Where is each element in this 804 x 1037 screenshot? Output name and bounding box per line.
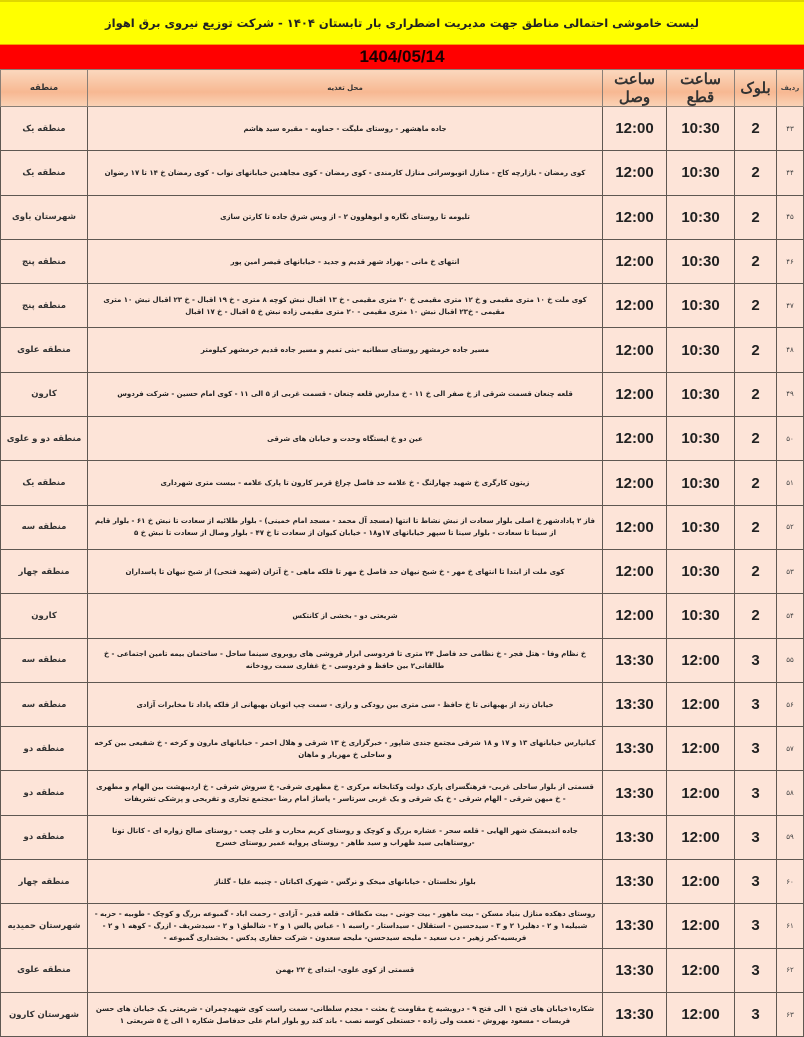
row-index: ۴۹ (777, 372, 804, 416)
header-connect-time: ساعت وصل (603, 70, 667, 107)
row-connect-time: 12:00 (603, 239, 667, 283)
row-cut-time: 10:30 (667, 549, 735, 593)
row-connect-time: 12:00 (603, 417, 667, 461)
row-connect-time: 13:30 (603, 904, 667, 948)
row-index: ۶۳ (777, 992, 804, 1036)
row-cut-time: 10:30 (667, 195, 735, 239)
row-index: ۶۲ (777, 948, 804, 992)
table-row (1, 107, 804, 151)
row-connect-time: 12:00 (603, 107, 667, 151)
table-row (1, 239, 804, 283)
row-block: 2 (735, 505, 777, 549)
row-location: بلوار نخلستان - خیابانهای میخک و نرگس - شهرک اکباتان - چنیبه علیا - گلناز (88, 860, 603, 904)
header-location: محل تغذیه (88, 70, 603, 107)
row-block: 2 (735, 594, 777, 638)
row-connect-time: 13:30 (603, 771, 667, 815)
row-region: منطقه دو (1, 771, 88, 815)
row-block: 3 (735, 992, 777, 1036)
row-cut-time: 12:00 (667, 638, 735, 682)
row-index: ۵۱ (777, 461, 804, 505)
row-location: عین دو خ ایستگاه وحدت و خیابان های شرقی (88, 417, 603, 461)
table-row (1, 771, 804, 815)
table-row (1, 860, 804, 904)
row-cut-time: 12:00 (667, 904, 735, 948)
row-index: ۵۳ (777, 549, 804, 593)
row-block: 2 (735, 461, 777, 505)
row-connect-time: 13:30 (603, 638, 667, 682)
title-text: لیست خاموشی احتمالی مناطق جهت مدیریت اضطراری بار تابستان ۱۴۰۴ - شرکت توزیع نیروی برق اهواز (105, 16, 699, 30)
table-row (1, 505, 804, 549)
row-cut-time: 10:30 (667, 594, 735, 638)
row-region: منطقه سه (1, 505, 88, 549)
row-block: 2 (735, 417, 777, 461)
row-block: 2 (735, 239, 777, 283)
row-region: منطقه چهار (1, 860, 88, 904)
row-index: ۴۸ (777, 328, 804, 372)
row-connect-time: 12:00 (603, 505, 667, 549)
table-row (1, 151, 804, 195)
table-row (1, 195, 804, 239)
row-block: 3 (735, 682, 777, 726)
table-row (1, 594, 804, 638)
row-region: منطقه دو و علوی (1, 417, 88, 461)
row-region: منطقه پنج (1, 239, 88, 283)
row-cut-time: 12:00 (667, 682, 735, 726)
date-banner (0, 44, 804, 69)
row-location: زیتون کارگری خ شهید چهارلنگ - خ علامه حد فاصل چراغ قرمز کارون تا پارک علامه - بیست متری شهرداری (88, 461, 603, 505)
row-connect-time: 13:30 (603, 727, 667, 771)
row-location: شکاره۱خیابان های فتح ۱ الی فتح ۹ - درویشیه خ مقاومت خ بعثت - مجدم سلطانی- سمت راست کوی شهیدچمران - شریعتی یک خیابان های حسن فریسات - مسعود بهروش - نعمت ولی زاده - حستعلی کوسه نصب - باند کند رو بلوار امام علی حدفاصل شکاره ۱ الی خ ۵ شریعتی ۱ (88, 992, 603, 1036)
row-block: 2 (735, 195, 777, 239)
row-connect-time: 12:00 (603, 461, 667, 505)
row-location: روستای دهکده منازل بنیاد مسکن - بیت ماهور - بیت جونی - بیت مکطاف - قلعه قدیر - آزادی - رحمت اباد - گمبوعه بزرگ و کوچک - طوبیه - حزبه - شبیلیه۱ و ۲ - دهلیز۱ ۲ و ۳ - سیدحسین - استقلال - سیداستار - راسبه ۱ - عباس پالس ۱ و ۲ - شالطق۱ و ۲ - سیدشریف - ازرگ - کوهه ۱ و ۲ - فریسیه-کبر زهیر - دب سعید - ملیحه سیدحسن- ملیحه سعدون - شرکت حفاری پدکس - بخشداری گمبوعه - (88, 904, 603, 948)
document-title (0, 0, 804, 44)
table-header-row (1, 70, 804, 107)
row-block: 2 (735, 372, 777, 416)
row-index: ۵۵ (777, 638, 804, 682)
header-region: منطقه (1, 70, 88, 107)
row-index: ۵۰ (777, 417, 804, 461)
row-index: ۶۰ (777, 860, 804, 904)
row-index: ۵۲ (777, 505, 804, 549)
row-cut-time: 10:30 (667, 328, 735, 372)
row-connect-time: 12:00 (603, 372, 667, 416)
row-cut-time: 12:00 (667, 727, 735, 771)
header-cut-time: ساعت قطع (667, 70, 735, 107)
row-connect-time: 12:00 (603, 151, 667, 195)
row-region: منطقه یک (1, 151, 88, 195)
row-cut-time: 10:30 (667, 505, 735, 549)
row-cut-time: 12:00 (667, 815, 735, 859)
row-connect-time: 12:00 (603, 195, 667, 239)
row-cut-time: 10:30 (667, 461, 735, 505)
header-index: ردیف (777, 70, 804, 107)
row-region: منطقه چهار (1, 549, 88, 593)
row-region: منطقه سه (1, 638, 88, 682)
row-block: 2 (735, 549, 777, 593)
row-index: ۵۸ (777, 771, 804, 815)
row-index: ۴۳ (777, 107, 804, 151)
row-location: فاز ۲ پادادشهر خ اصلی بلوار سعادت از نبش نشاط تا انتها (مسجد آل محمد - مسجد امام خمینی) - بلوار طلائیه از سعادت تا نبش خ ۶۱ - بلوار قایم از سینا تا سعادت - بلوار سینا تا سپهر خیابانهای ۱۷و۱۸ - خیابان کیوان از سعادت تا خ ۴۷ - بلوار وصال از سعادت تا نبش خ ۵ (88, 505, 603, 549)
table-body (1, 107, 804, 1037)
row-connect-time: 13:30 (603, 815, 667, 859)
row-region: منطقه علوی (1, 328, 88, 372)
row-location: شریعتی دو - بخشی از کانتکس (88, 594, 603, 638)
table-row (1, 549, 804, 593)
row-block: 3 (735, 948, 777, 992)
row-region: منطقه دو (1, 815, 88, 859)
row-block: 3 (735, 727, 777, 771)
row-cut-time: 12:00 (667, 860, 735, 904)
row-location: قسمتی از بلوار ساحلی غربی- فرهنگسرای پارک دولت وکتابخانه مرکزی - خ مطهری شرقی- خ سروش شرقی - خ اردیبهشت بین الهام و مطهری - خ میهن شرقی - الهام شرقی - خ یک شرقی و یک غربی سرتاسر - پاساژ امام رضا -مجتمع تجاری و تفریحی و پزشکی تشریفات (88, 771, 603, 815)
row-index: ۴۷ (777, 284, 804, 328)
row-block: 3 (735, 638, 777, 682)
row-region: منطقه دو (1, 727, 88, 771)
row-block: 3 (735, 860, 777, 904)
row-cut-time: 10:30 (667, 107, 735, 151)
row-region: شهرستان حمیدیه (1, 904, 88, 948)
row-location: مسیر جاده خرمشهر روستای سطانیه -بنی تمیم و مسیر جاده قدیم خرمشهر کیلومتر (88, 328, 603, 372)
row-region: شهرستان کارون (1, 992, 88, 1036)
header-block: بلوک (735, 70, 777, 107)
row-connect-time: 13:30 (603, 682, 667, 726)
row-location: انتهای خ مانی - بهزاد شهر قدیم و جدید - خیابانهای قیصر امین پور (88, 239, 603, 283)
row-connect-time: 13:30 (603, 860, 667, 904)
row-cut-time: 10:30 (667, 372, 735, 416)
table-row (1, 815, 804, 859)
row-index: ۵۷ (777, 727, 804, 771)
row-location: قسمتی از کوی علوی- ابتدای خ ۲۲ بهمن (88, 948, 603, 992)
row-block: 2 (735, 328, 777, 372)
table-row (1, 682, 804, 726)
row-location: کوی ملت از ابتدا تا انتهای خ مهر - خ شیخ نیهان حد فاصل خ مهر تا فلکه ماهی - خ آتزان (شهید فتحی) از شیخ نیهان تا پاسداران (88, 549, 603, 593)
table-row (1, 284, 804, 328)
row-location: کیانپارس خیابانهای ۱۳ و ۱۷ و ۱۸ شرقی مجتمع جندی شاپور - خبرگزاری خ ۱۳ شرقی و هلال احمر - خیابانهای مارون و کرخه - خ شفیعی بین کرخه و ساحلی خ مهزیار و ماهان (88, 727, 603, 771)
row-cut-time: 10:30 (667, 151, 735, 195)
outage-table (0, 69, 804, 1037)
row-region: کارون (1, 594, 88, 638)
row-region: منطقه پنج (1, 284, 88, 328)
row-location: خیابان زند از بهبهانی تا خ حافظ - سی متری بین رودکی و رازی - سمت چپ اتوبان بهبهانی از فلکه پاداد تا مخابرات آزادی (88, 682, 603, 726)
date-text: 1404/05/14 (359, 47, 445, 66)
row-block: 3 (735, 815, 777, 859)
row-location: جاده ماهشهر - روستای ملیگت - حماویه - مقبره سید هاشم (88, 107, 603, 151)
table-row (1, 727, 804, 771)
row-index: ۵۴ (777, 594, 804, 638)
row-region: کارون (1, 372, 88, 416)
row-index: ۵۹ (777, 815, 804, 859)
table-row (1, 372, 804, 416)
row-region: شهرستان باوی (1, 195, 88, 239)
row-region: منطقه یک (1, 461, 88, 505)
row-location: قلعه چنعان قسمت شرقی از خ صفر الی خ ۱۱ - خ مدارس قلعه چنعان - قسمت غربی از ۵ الی ۱۱ - کوی امام حسین - شرکت فردوس (88, 372, 603, 416)
row-region: منطقه سه (1, 682, 88, 726)
row-location: خ نظام وفا - هتل فجر - خ نظامی حد فاصل ۲۴ متری تا فردوسی ابزار فروشی های روبروی سینما ساحل - ساختمان بیمه تامین اجتماعی - خ طالقانی۲ بین حافظ و فردوسی - خ غفاری سمت رودخانه (88, 638, 603, 682)
row-cut-time: 10:30 (667, 284, 735, 328)
row-block: 3 (735, 771, 777, 815)
row-connect-time: 12:00 (603, 328, 667, 372)
table-row (1, 992, 804, 1036)
row-cut-time: 10:30 (667, 239, 735, 283)
row-connect-time: 12:00 (603, 594, 667, 638)
row-region: منطقه یک (1, 107, 88, 151)
row-connect-time: 12:00 (603, 549, 667, 593)
row-connect-time: 13:30 (603, 948, 667, 992)
row-index: ۶۱ (777, 904, 804, 948)
row-index: ۴۶ (777, 239, 804, 283)
table-row (1, 417, 804, 461)
row-index: ۴۵ (777, 195, 804, 239)
table-row (1, 461, 804, 505)
row-region: منطقه علوی (1, 948, 88, 992)
row-index: ۵۶ (777, 682, 804, 726)
row-block: 3 (735, 904, 777, 948)
row-location: تلیومه تا روستای نگاره و ابوهلوون ۲ - از ویس شرق جاده تا کارتن سازی (88, 195, 603, 239)
row-cut-time: 12:00 (667, 992, 735, 1036)
table-row (1, 948, 804, 992)
row-cut-time: 12:00 (667, 948, 735, 992)
row-block: 2 (735, 284, 777, 328)
table-row (1, 904, 804, 948)
table-row (1, 638, 804, 682)
table-row (1, 328, 804, 372)
row-index: ۴۴ (777, 151, 804, 195)
row-location: جاده اندیمشک شهر الهایی - قلعه سحر - عشاره بزرگ و کوچک و روستای کریم محارب و علی چعب - روستای صالح زواره ای - کانال تونا -روستاهایی سید ظهراب و سید طاهر - روستای پروایه عمیر روستای خسرج (88, 815, 603, 859)
row-block: 2 (735, 107, 777, 151)
row-connect-time: 13:30 (603, 992, 667, 1036)
row-location: کوی ملت خ ۱۰ متری مقیمی و خ ۱۲ متری مقیمی خ ۲۰ متری مقیمی - خ ۱۳ اقبال نبش کوچه ۸ متری - خ ۱۹ اقبال - خ ۲۳ اقبال نبش ۱۰ متری مقیمی - خ۲۳ اقبال نبش ۱۰ متری مقیمی - ۲۰ متری مقیمی زاده نبش خ ۵ اقبال - خ ۱۷ اقبال (88, 284, 603, 328)
row-cut-time: 12:00 (667, 771, 735, 815)
row-block: 2 (735, 151, 777, 195)
row-cut-time: 10:30 (667, 417, 735, 461)
row-location: کوی رمضان - بازارچه کاج - منازل اتوبوسرانی منازل کارمندی - کوی رمضان - کوی مجاهدین خیابانهای نواب - کوی رمضان خ ۱۴ تا ۱۷ رضوان (88, 151, 603, 195)
row-connect-time: 12:00 (603, 284, 667, 328)
